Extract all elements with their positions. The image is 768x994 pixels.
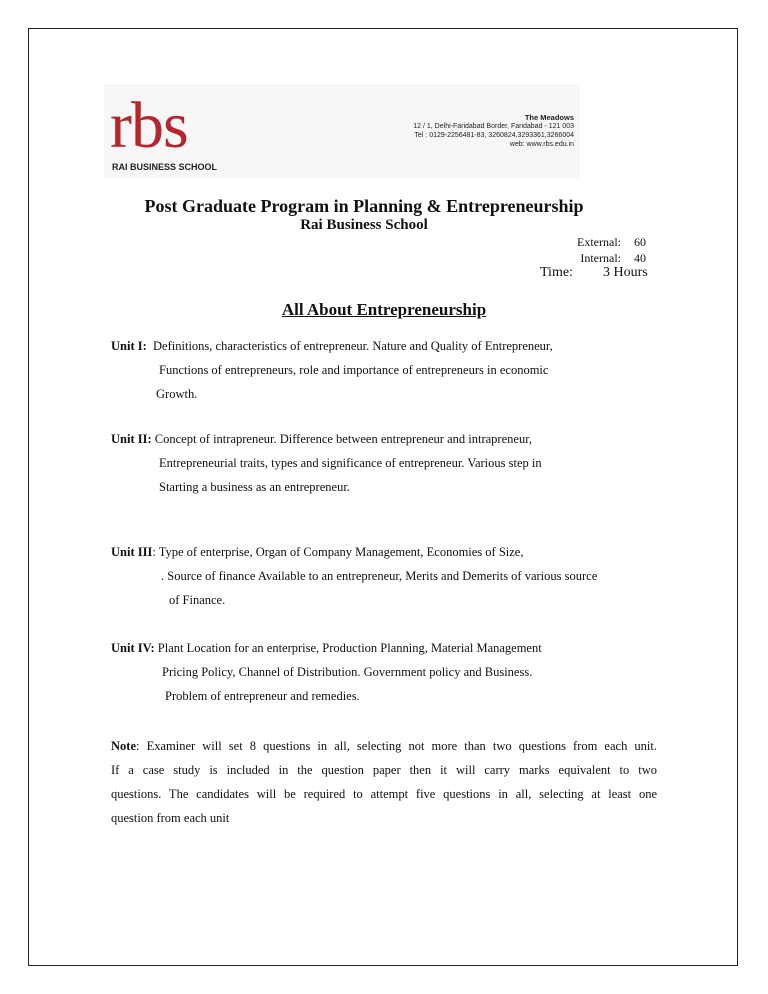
external-value: 60 — [634, 235, 646, 249]
address-phone: Tel : 0129-2256481-83, 3260824,3293361,3266004 — [414, 132, 574, 139]
program-title: Post Graduate Program in Planning & Entrepreneurship — [144, 196, 584, 216]
unit-text: Plant Location for an enterprise, Production Planning, Material Management — [157, 641, 542, 655]
internal-label: Internal: — [580, 251, 621, 265]
unit-line — [111, 334, 553, 358]
logo-text: rbs — [110, 89, 188, 162]
note-text: : Examiner will set 8 questions in all, selecting not more than two questions from each unit. — [136, 739, 657, 753]
unit-3 — [111, 540, 597, 612]
internal-value: 40 — [634, 251, 646, 265]
note-text: questions. The candidates will be required to attempt five questions in all, selecting at least one — [111, 787, 657, 801]
unit-label: Unit II: — [111, 432, 152, 446]
unit-text: Functions of entrepreneurs, role and importance of entrepreneurs in economic — [159, 363, 549, 377]
unit-line — [111, 636, 542, 660]
unit-text: . Source of finance Available to an entrepreneur, Merits and Demerits of various source — [161, 569, 598, 583]
address-web: web: www.rbs.edu.in — [509, 141, 574, 148]
unit-label: Unit I: — [111, 339, 147, 353]
unit-text: Pricing Policy, Channel of Distribution. Government policy and Business. — [162, 665, 533, 679]
unit-text: of Finance. — [169, 593, 226, 607]
unit-text: Starting a business as an entrepreneur. — [159, 480, 350, 494]
note-text: If a case study is included in the question paper then it will carry marks equivalent to two — [111, 763, 657, 777]
external-label: External: — [577, 235, 621, 249]
examiner-note — [111, 734, 657, 830]
time-value: 3 Hours — [602, 265, 648, 280]
unit-2 — [111, 427, 542, 499]
time-label: Time: — [540, 265, 573, 280]
internal-marks — [577, 250, 646, 266]
note-text: question from each unit — [111, 811, 230, 825]
unit-label: Unit III — [111, 545, 153, 559]
marks-block — [577, 234, 646, 266]
unit-text: Concept of intrapreneur. Difference between entrepreneur and intrapreneur, — [154, 432, 532, 446]
unit-line — [111, 427, 542, 451]
unit-text: Definitions, characteristics of entrepreneur. Nature and Quality of Entrepreneur, — [153, 339, 553, 353]
logo-subtext: RAI BUSINESS SCHOOL — [112, 162, 218, 172]
time-allowed — [540, 265, 648, 281]
unit-line — [111, 540, 597, 564]
school-name: Rai Business School — [300, 217, 428, 233]
address-line: 12 / 1, Delhi-Faridabad Border, Faridabad - 121 003 — [413, 123, 574, 130]
unit-1 — [111, 334, 553, 406]
letterhead-address — [413, 113, 574, 149]
unit-text: Entrepreneurial traits, types and significance of entrepreneur. Various step in — [159, 456, 542, 470]
note-line — [111, 734, 657, 758]
address-title: The Meadows — [524, 113, 574, 122]
section-title: All About Entrepreneurship — [281, 300, 487, 319]
unit-text: : Type of enterprise, Organ of Company Management, Economies of Size, — [152, 545, 524, 559]
rbs-logo — [110, 86, 220, 178]
unit-text: Growth. — [156, 387, 198, 401]
unit-label: Unit IV: — [111, 641, 155, 655]
unit-text: Problem of entrepreneur and remedies. — [165, 689, 360, 703]
external-marks — [577, 234, 646, 250]
unit-4 — [111, 636, 542, 708]
note-label: Note — [111, 739, 136, 753]
